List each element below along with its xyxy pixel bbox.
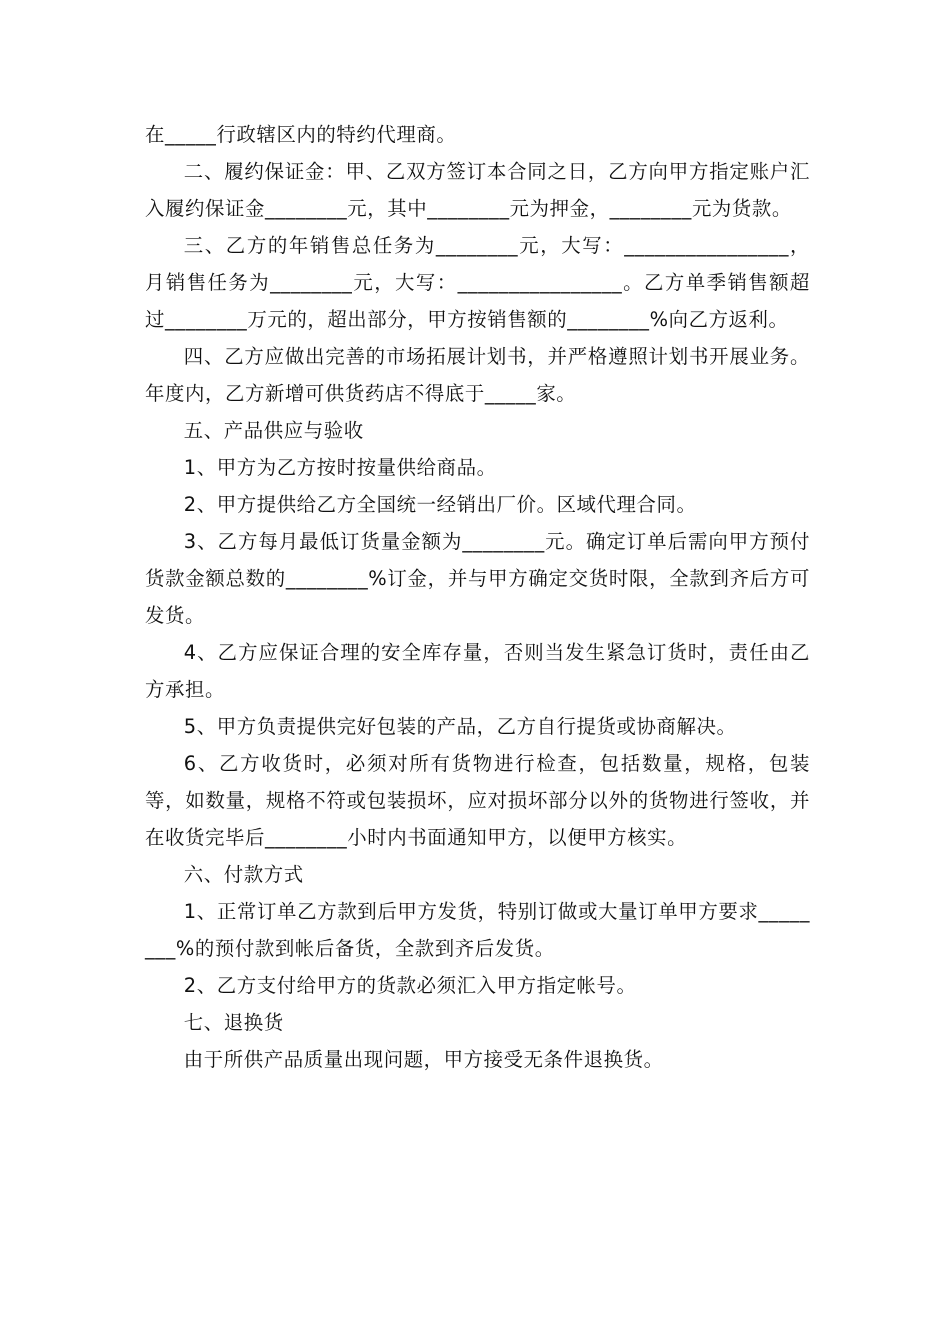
clause-supply-6: 6、乙方收货时，必须对所有货物进行检查，包括数量，规格，包装等，如数量，规格不符或包装损坏，应对损坏部分以外的货物进行签收，并在收货完毕后________小时内书面通知甲方，以便甲方核实。 [145,752,810,849]
section-heading-payment: 六、付款方式 [183,863,304,886]
clause-returns: 由于所供产品质量出现问题，甲方接受无条件退换货。 [183,1048,664,1071]
section-heading-returns: 七、退换货 [183,1011,284,1034]
clause-supply-3: 3、乙方每月最低订货量金额为________元。确定订单后需向甲方预付货款金额总数的________%订金，并与甲方确定交货时限，全款到齐后方可发货。 [145,530,810,627]
clause-supply-2: 2、甲方提供给乙方全国统一经销出厂价。区域代理合同。 [183,493,697,516]
document-page [145,116,810,1078]
paragraph-sales-target: 三、乙方的年销售总任务为________元，大写：________________，月销售任务为________元，大写：________________。乙方单季销售额超过________万元的，超出部分，甲方按销售额的________%向乙方返利。 [145,234,810,331]
clause-payment-2: 2、乙方支付给甲方的货款必须汇入甲方指定帐号。 [183,974,637,997]
paragraph-performance-bond: 二、履约保证金：甲、乙双方签订本合同之日，乙方向甲方指定账户汇入履约保证金________元，其中________元为押金，________元为货款。 [145,160,810,220]
paragraph-agent-region: 在_____行政辖区内的特约代理商。 [145,123,457,146]
clause-supply-1: 1、甲方为乙方按时按量供给商品。 [183,456,497,479]
clause-supply-5: 5、甲方负责提供完好包装的产品，乙方自行提货或协商解决。 [183,715,737,738]
paragraph-market-plan: 四、乙方应做出完善的市场拓展计划书，并严格遵照计划书开展业务。年度内，乙方新增可供货药店不得底于_____家。 [145,345,810,405]
section-heading-supply: 五、产品供应与验收 [183,419,364,442]
clause-payment-1: 1、正常订单乙方款到后甲方发货，特别订做或大量订单甲方要求________%的预付款到帐后备货，全款到齐后发货。 [145,900,810,960]
clause-supply-4: 4、乙方应保证合理的安全库存量，否则当发生紧急订货时，责任由乙方承担。 [145,641,810,701]
